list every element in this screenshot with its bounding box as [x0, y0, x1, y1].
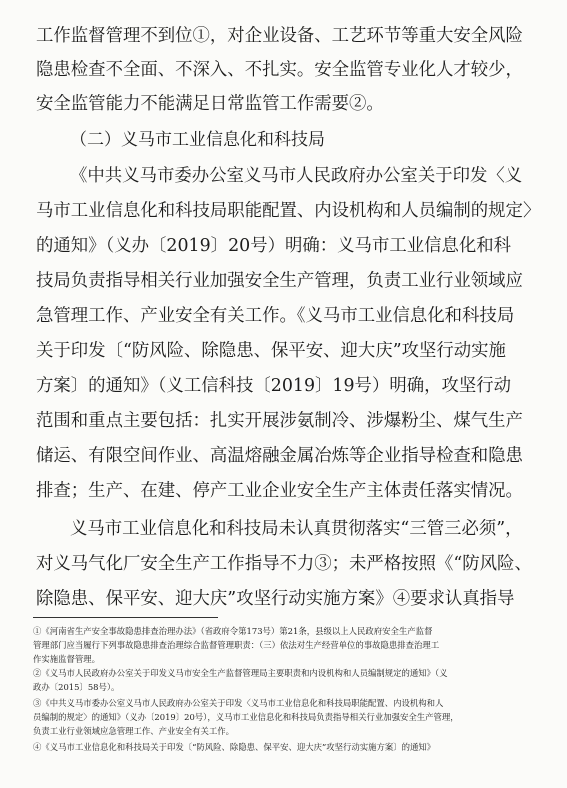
body-line: 关于印发〔“防风险、除隐患、保平安、迎大庆”攻坚行动实施	[36, 341, 506, 361]
footnote-line: 负责工业行业领域应急管理工作、产业安全有关工作。	[33, 726, 234, 736]
body-line: 隐患检查不全面、不深入、不扎实。安全监管专业化人才较少，	[36, 60, 523, 80]
body-line: 对义马气化厂安全生产工作指导不力③；未严格按照《“防风险、	[36, 554, 532, 574]
footnote-line: 管理部门应当履行下列事故隐患排查治理综合监督管理职责：（三）依法对生产经营单位的事故隐患排查治理工	[33, 640, 440, 650]
body-line: 除隐患、保平安、迎大庆”攻坚行动实施方案》④要求认真指导	[36, 589, 515, 609]
footnote-line: ③《中共义马市委办公室义马市人民政府办公室关于印发〈义马市工业信息化和科技局职能配置、内设机构和人	[33, 698, 444, 708]
footnote-line: ②《义马市人民政府办公室关于印发义马市安全生产监督管理局主要职责和内设机构和人员编制规定的通知》（义	[33, 668, 448, 678]
body-line: 急管理工作、产业安全有关工作。《义马市工业信息化和科技局	[36, 306, 515, 326]
body-line: 马市工业信息化和科技局职能配置、内设机构和人员编制的规定〉	[36, 201, 541, 221]
section-heading: （二）义马市工业信息化和科技局	[70, 130, 325, 150]
body-line: 方案〕的通知》（义工信科技〔2019〕19号）明确，攻坚行动	[36, 376, 512, 396]
footnote-line: 政办〔2015〕58号）。	[33, 682, 120, 692]
body-line: 排查；生产、在建、停产工业企业安全生产主体责任落实情况。	[36, 481, 523, 501]
footnote-line: 员编制的规定〉的通知》（义办〔2019〕20号），义马市工业信息化和科技局负责指导相关行业加强安全生产管理，	[33, 712, 459, 722]
body-line: 的通知》（义办〔2019〕20号）明确：义马市工业信息化和科	[36, 236, 512, 256]
footnote-line: ④《义马市工业信息化和科技局关于印发〔“防风险、除隐患、保平安、迎大庆”攻坚行动实施方案〕的通知》	[33, 742, 436, 752]
body-line: 义马市工业信息化和科技局未认真贯彻落实“三管三必须”，	[70, 519, 523, 539]
footnote-divider	[33, 617, 218, 618]
body-line: 范围和重点主要包括：扎实开展涉氨制冷、涉爆粉尘、煤气生产	[36, 411, 523, 431]
footnote-line: 作实施监督管理。	[33, 654, 100, 664]
body-line: 安全监管能力不能满足日常监管工作需要②。	[36, 94, 384, 114]
body-line: 工作监督管理不到位①，对企业设备、工艺环节等重大安全风险	[36, 26, 523, 46]
body-line: 《中共义马市委办公室义马市人民政府办公室关于印发〈义	[70, 166, 523, 186]
body-line: 储运、有限空间作业、高温熔融金属冶炼等企业指导检查和隐患	[36, 446, 523, 466]
footnote-line: ①《河南省生产安全事故隐患排查治理办法》（省政府令第173号）第21条，县级以上人民政府安全生产监督	[33, 626, 433, 636]
body-line: 技局负责指导相关行业加强安全生产管理，负责工业行业领域应	[36, 271, 523, 291]
